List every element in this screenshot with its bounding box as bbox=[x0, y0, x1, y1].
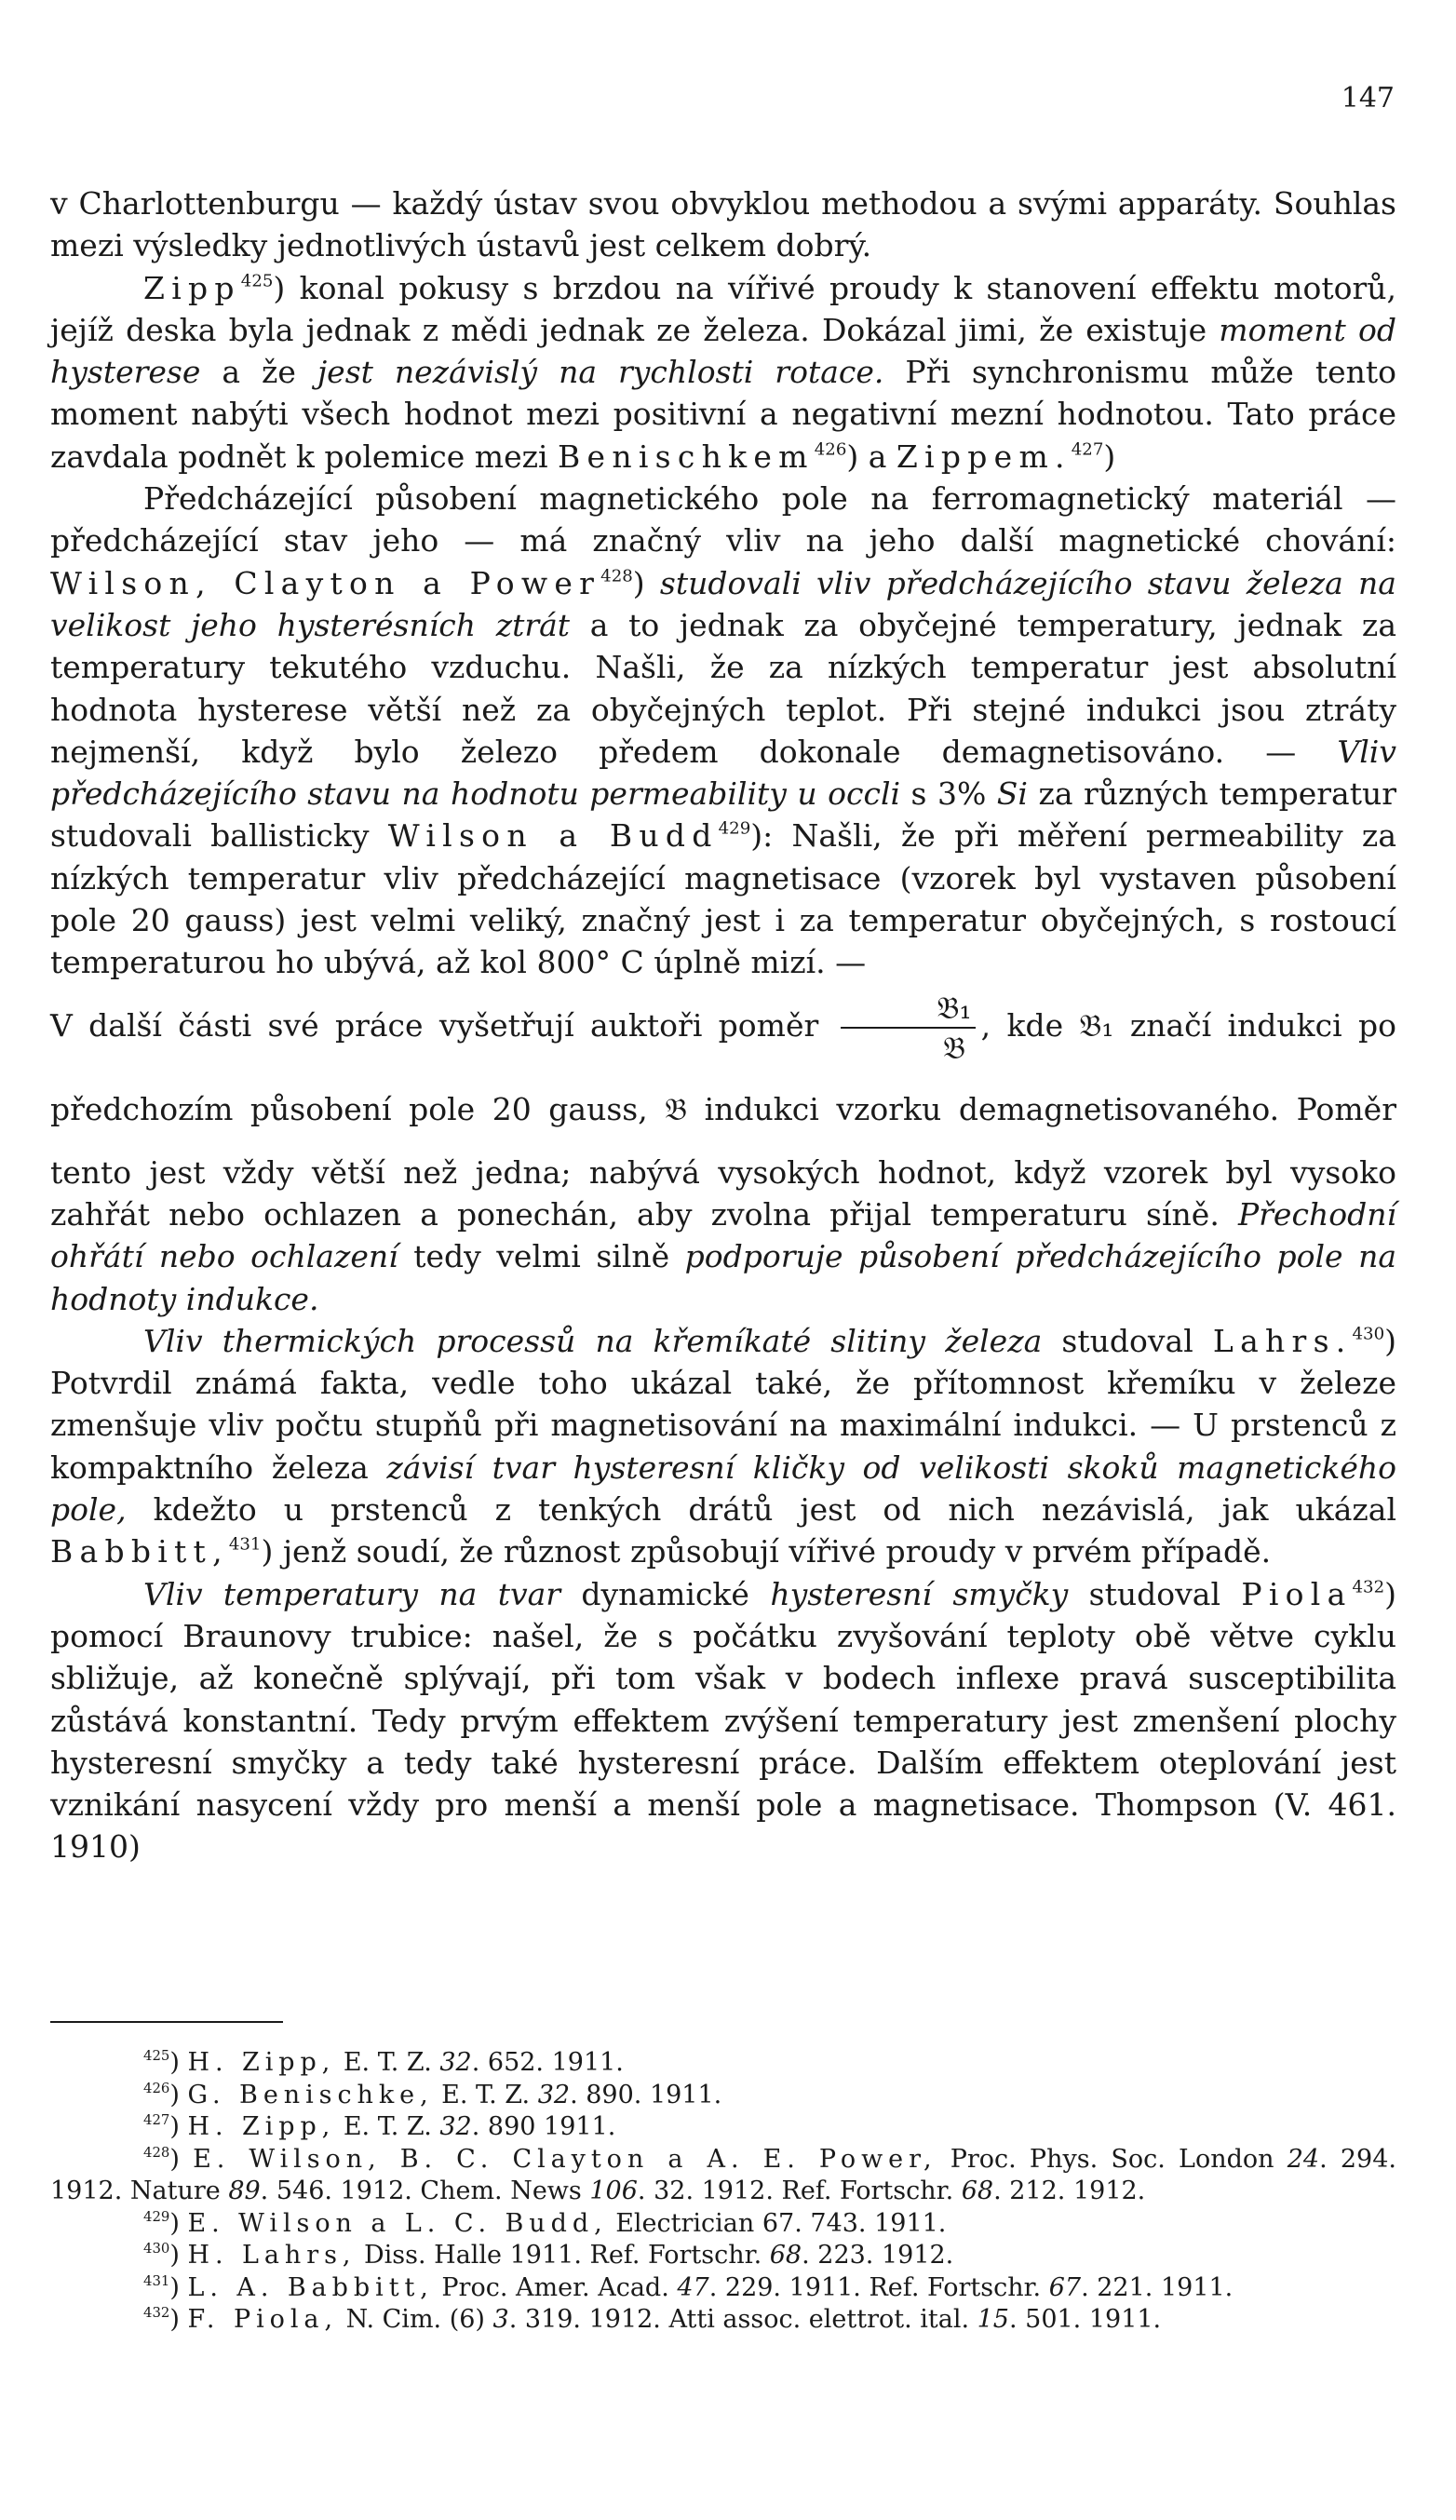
text-run: Proc. Amer. Acad. bbox=[433, 2272, 678, 2302]
footnote-number: 431 bbox=[143, 2271, 170, 2289]
volume-number: 24 bbox=[1287, 2144, 1320, 2174]
footnote-428: $^{428}$) E. Wilson, B. C. Clayton a A. E. Power, Proc. Phys. Soc. London 24. 294. 1912. Nature 89. 546. 1912. Chem. News 106. 32. 1912. Ref. Fortschr. 68. 212. 1912. bbox=[50, 2143, 1396, 2205]
emphasis-text: Vliv temperatury na tvar bbox=[143, 1575, 561, 1612]
text-run: . 223. 1912. bbox=[802, 2241, 954, 2270]
induction-symbol: 𝔅 bbox=[665, 1090, 688, 1127]
footnote-431: $^{431}$) L. A. Babbitt, Proc. Amer. Acad. 47. 229. 1911. Ref. Fortschr. 67. 221. 1911. bbox=[143, 2271, 1234, 2302]
text-run: . 229. 1911. Ref. Fortschr. bbox=[708, 2272, 1049, 2302]
emphasis-text: podporuje působení předcházejícího pole na hodnoty indukce. bbox=[50, 1238, 1396, 1317]
emphasis-text: jest nezávislý na rychlosti rotace. bbox=[317, 354, 884, 391]
paragraph-zipp bbox=[50, 267, 1396, 478]
footnote-number: 428 bbox=[143, 2143, 170, 2161]
volume-number: 47 bbox=[677, 2272, 709, 2302]
volume-number: 68 bbox=[769, 2241, 802, 2270]
emphasis-text: závisí tvar hysteresní kličky od velikosti skoků magnetického pole, bbox=[50, 1449, 1396, 1529]
paragraph-temperature-loop bbox=[50, 1573, 1396, 1868]
text-run: v Charlottenburgu — každý ústav svou obvyklou methodou a svými apparáty. Souhlas mezi výsledky jednotlivých ústavů jest celkem dobrý. bbox=[50, 185, 1396, 264]
body-text bbox=[50, 182, 1396, 1868]
text-run: E. T. Z. bbox=[335, 2048, 440, 2077]
emphasis-text: Si bbox=[996, 775, 1028, 813]
text-run: Předcházející působení magnetického pole na ferromagnetický materiál — předcházející stav jeho — má značný vliv na jeho další magnetické chování: bbox=[50, 480, 1396, 559]
footnote-number: 427 bbox=[143, 2110, 170, 2128]
fraction-numerator: 𝔅₁ bbox=[841, 992, 976, 1029]
author-name: Wilson, Clayton a Power bbox=[50, 564, 601, 601]
fraction-denominator: 𝔅 bbox=[943, 1029, 966, 1066]
text-run: ): Našli, že při měření permeability za nízkých temperatur vliv předcházející magnetisace (vzorek byl vystaven působení pole 20 gauss) jest velmi veliký, značný jest i za temperatur obyčejných, s rostoucí temperaturou ho ubývá, až kol 800° C úplně mizí. — bbox=[50, 817, 1396, 981]
footnote-ref[interactable]: 431 bbox=[228, 1534, 262, 1555]
footnote-ref[interactable]: 430 bbox=[1352, 1324, 1385, 1344]
footnote-ref[interactable]: 426 bbox=[814, 439, 847, 460]
text-run: za různých temperatur studovali ballisticky bbox=[50, 775, 1396, 855]
footnote-426: $^{426}$) G. Benischke, E. T. Z. 32. 890. 1911. bbox=[143, 2079, 722, 2109]
text-run: . 221. 1911. bbox=[1081, 2272, 1234, 2302]
author-name: Zipp bbox=[143, 269, 241, 306]
footnote-ref[interactable]: 427 bbox=[1071, 439, 1104, 460]
author-name: H. Lahrs, bbox=[187, 2241, 357, 2270]
paragraph-charlottenburg bbox=[50, 182, 1396, 267]
text-run: studoval bbox=[1068, 1575, 1242, 1612]
volume-number: 32 bbox=[439, 2112, 472, 2141]
text-run: Proc. Phys. Soc. London bbox=[937, 2144, 1287, 2174]
author-name: H. Zipp, bbox=[187, 2112, 336, 2141]
footnote-number: 430 bbox=[143, 2239, 170, 2257]
text-run: ) a bbox=[846, 438, 897, 475]
footnote-425: $^{425}$) H. Zipp, E. T. Z. 32. 652. 1911. bbox=[143, 2046, 624, 2077]
volume-number: 15 bbox=[977, 2305, 1009, 2334]
volume-number: 32 bbox=[537, 2080, 571, 2109]
text-run: E. T. Z. bbox=[335, 2112, 440, 2141]
footnote-429: $^{429}$) E. Wilson a L. C. Budd, Electrician 67. 743. 1911. bbox=[143, 2207, 947, 2238]
emphasis-text: studovali vliv předcházejícího stavu železa na velikost jeho hysterésních ztrát bbox=[50, 564, 1396, 643]
footnote-ref[interactable]: 428 bbox=[600, 566, 633, 586]
author-name: Zippem. bbox=[896, 438, 1072, 475]
footnote-divider bbox=[50, 2021, 283, 2023]
text-run: . 890 1911. bbox=[471, 2112, 616, 2141]
volume-number: 32 bbox=[439, 2048, 472, 2077]
author-name: Benischkem bbox=[558, 438, 815, 475]
page-number: 147 bbox=[1341, 82, 1395, 115]
footnote-ref[interactable]: 425 bbox=[240, 270, 274, 290]
paragraph-thermal-processes bbox=[50, 1320, 1396, 1573]
text-run: . 890. 1911. bbox=[570, 2080, 722, 2109]
paragraph-previous-state bbox=[50, 478, 1396, 1320]
text-run: studoval bbox=[1042, 1322, 1213, 1359]
volume-number: 3 bbox=[492, 2305, 509, 2334]
induction-symbol: 𝔅₁ bbox=[1079, 1006, 1114, 1044]
footnote-number: 426 bbox=[143, 2079, 170, 2096]
footnote-427: $^{427}$) H. Zipp, E. T. Z. 32. 890 1911. bbox=[143, 2110, 616, 2141]
text-run: s 3% bbox=[900, 775, 997, 813]
footnote-432: $^{432}$) F. Piola, N. Cim. (6) 3. 319. 1912. Atti assoc. elettrot. ital. 15. 501. 1911. bbox=[143, 2303, 1162, 2334]
text-run: indukci vzorku demagnetisovaného. Poměr tento jest vždy větší než jedna; nabývá vysokých hodnot, když vzorek byl vysoko zahřát nebo ochlazen a ponechán, aby zvolna přijal temperaturu síně. bbox=[50, 1090, 1396, 1233]
footnote-ref[interactable]: 429 bbox=[718, 818, 751, 839]
footnote-ref[interactable]: 432 bbox=[1352, 1577, 1385, 1597]
text-run: kdežto u prstenců z tenkých drátů jest od nich nezávislá, jak ukázal bbox=[126, 1491, 1396, 1529]
emphasis-text: Vliv předcházejícího stavu na hodnotu permeability u occli bbox=[50, 733, 1396, 813]
text-run: ) bbox=[632, 564, 660, 601]
text-run: . 294. 1912. Nature bbox=[50, 2144, 1396, 2205]
ratio-fraction bbox=[841, 989, 976, 1066]
author-name: Lahrs. bbox=[1212, 1322, 1353, 1359]
text-run: . 212. 1912. bbox=[993, 2176, 1146, 2205]
footnote-number: 432 bbox=[143, 2303, 170, 2321]
text-run: E. T. Z. bbox=[433, 2080, 538, 2109]
text-run: ) pomocí Braunovy trubice: našel, že s počátku zvyšování teploty obě větve cyklu sbližuje, až konečně splývají, při tom však v bodech inflexe pravá susceptibilita zůstává konstantní. Tedy prvým effektem zvýšení temperatury jest zmenšení plochy hysteresní smyčky a tedy také hysteresní práce. Dalším effektem oteplování jest vznikání nasycení vždy pro menší a menší pole a magnetisace. Thompson (V. 461. 1910) bbox=[50, 1575, 1397, 1866]
author-name: Wilson a Budd bbox=[387, 817, 719, 855]
author-name: E. Wilson, B. C. Clayton a A. E. Power, bbox=[193, 2144, 937, 2174]
text-run: značí indukci po předchozím působení pole 20 gauss, bbox=[50, 1006, 1397, 1127]
text-run: V další části své práce vyšetřují auktoři poměr bbox=[50, 1006, 835, 1044]
emphasis-text: Vliv thermických processů na křemíkaté slitiny železa bbox=[143, 1322, 1043, 1359]
footnote-430: $^{430}$) H. Lahrs, Diss. Halle 1911. Ref. Fortschr. 68. 223. 1912. bbox=[143, 2239, 954, 2270]
text-run: Diss. Halle 1911. Ref. Fortschr. bbox=[356, 2241, 770, 2270]
footnote-number: 425 bbox=[143, 2046, 170, 2064]
author-name: Piola bbox=[1241, 1575, 1353, 1612]
emphasis-text: Přechodní ohřátí nebo ochlazení bbox=[50, 1195, 1396, 1275]
text-run: a to jednak za obyčejné temperatury, jednak za temperatury tekutého vzduchu. Našli, že za nízkých temperatur jest absolutní hodnota hysterese větší než za obyčejných teplot. Při stejné indukci jsou ztráty nejmenší, když bylo železo předem dokonale demagnetisováno. — bbox=[50, 606, 1396, 770]
author-name: Babbitt, bbox=[50, 1533, 229, 1570]
author-name: F. Piola, bbox=[187, 2305, 338, 2334]
text-run: , kde bbox=[980, 1006, 1080, 1044]
emphasis-text: hysteresní smyčky bbox=[770, 1575, 1069, 1612]
volume-number: 89 bbox=[228, 2176, 261, 2205]
author-name: L. A. Babbitt, bbox=[187, 2272, 434, 2302]
volume-number: 106 bbox=[589, 2176, 638, 2205]
emphasis-text: moment od hysterese bbox=[50, 311, 1396, 391]
text-run: . 546. 1912. Chem. News bbox=[260, 2176, 590, 2205]
footnote-number: 429 bbox=[143, 2207, 170, 2225]
text-run: ) konal pokusy s brzdou na vířivé proudy k stanovení effektu motorů, jejíž deska byla jednak z mědi jednak ze železa. Dokázal jimi, že existuje bbox=[50, 269, 1396, 348]
author-name: H. Zipp, bbox=[187, 2048, 336, 2077]
text-run: . 652. 1911. bbox=[471, 2048, 624, 2077]
text-run: . 319. 1912. Atti assoc. elettrot. ital. bbox=[508, 2305, 977, 2334]
text-run: tedy velmi silně bbox=[398, 1238, 685, 1275]
text-run: Při synchronismu může tento moment nabýti všech hodnot mezi positivní a negativní mezní hodnotou. Tato práce zavdala podnět k polemice mezi bbox=[50, 354, 1396, 475]
footnotes bbox=[50, 2021, 1396, 2337]
text-run: ) bbox=[1103, 438, 1116, 475]
text-run: a že bbox=[200, 354, 317, 391]
text-run: ) jenž soudí, že různost způsobují vířivé proudy v prvém případě. bbox=[261, 1533, 1272, 1570]
text-run: dynamické bbox=[560, 1575, 771, 1612]
text-run: . 32. 1912. Ref. Fortschr. bbox=[637, 2176, 962, 2205]
volume-number: 68 bbox=[961, 2176, 994, 2205]
author-name: E. Wilson a L. C. Budd, bbox=[187, 2208, 608, 2238]
text-run: N. Cim. (6) bbox=[338, 2305, 493, 2334]
text-run: . 501. 1911. bbox=[1008, 2305, 1162, 2334]
text-run: ) Potvrdil známá fakta, vedle toho ukázal také, že přítomnost křemíku v železe zmenšuje vliv počtu stupňů při magnetisování na maximální indukci. — U prstenců z kompaktního železa bbox=[50, 1322, 1397, 1486]
text-run: Electrician 67. 743. 1911. bbox=[607, 2208, 947, 2238]
author-name: G. Benischke, bbox=[187, 2080, 434, 2109]
volume-number: 67 bbox=[1048, 2272, 1082, 2302]
